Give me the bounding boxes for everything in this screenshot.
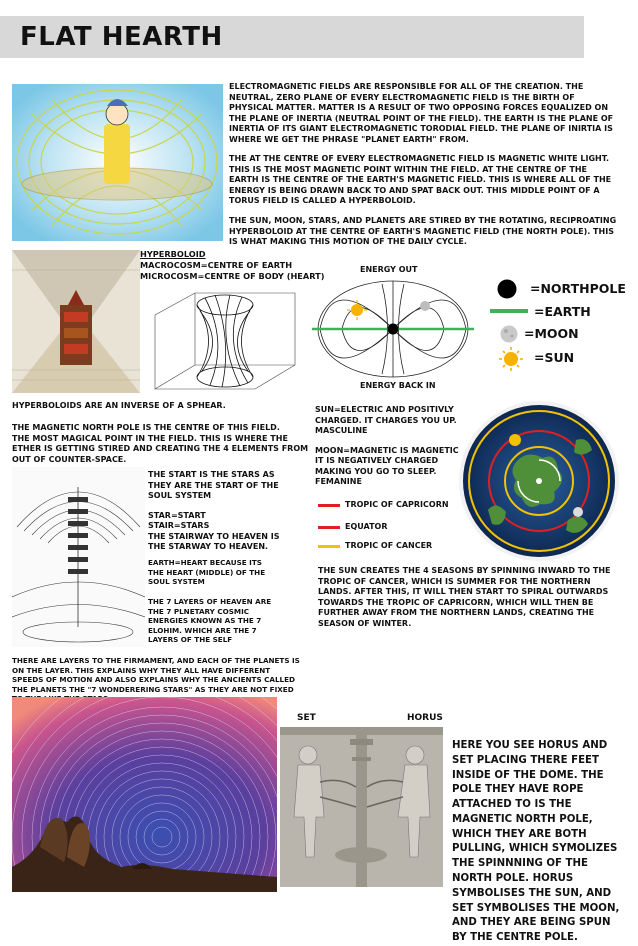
earth-heart-text: EARTH=HEART BECAUSE ITS THE HEART (MIDDLE) OF THE SOUL SYSTEM [148, 558, 266, 586]
seven-layers-text: THE 7 LAYERS OF HEAVEN ARE THE 7 PLNETARY COSMIC ENERGIES KNOWN AS THE 7 ELOHIM. WHICH ARE THE 7 LAYERS OF THE SELF [148, 597, 272, 644]
tropic-capricorn-label: TROPIC OF CAPRICORN [345, 500, 449, 509]
egyptian-relief-image [280, 727, 443, 887]
microcosm-line: MICROCOSM=CENTRE OF BODY (HEART) [140, 270, 325, 281]
set-label: SET [297, 713, 316, 723]
firmament-text: THERE ARE LAYERS TO THE FIRMAMENT, AND EACH OF THE PLANETS IS ON THE LAYER. THIS EXPLAINS WHY THEY ALL HAVE DIFFERENT SPEEDS OF MOTION AND ALSO EXPLAINS WHY THE ANCIENTS CALLED THE PLANETS THE "7 WONDERERING STARS" AS THEY ARE NOT FIXED [12, 656, 300, 694]
intro-paragraph-1: ELECTROMAGNETIC FIELDS ARE RESPONSIBLE FOR ALL OF THE CREATION. THE NEUTRAL, ZERO PLANE OF EVERY ELECTROMAGNETIC FIELD IS THE BIRTH OF PHYSICAL MATTER. MATTER IS A RESULT OF TWO OPPOSING FORCES EQUALIZED ON THE PLANE OF INERTIA (NEUTRAL POINT OF THE FIELD). THE EARTH IS THE PLANE OF INERTIA OF ITS GIANT ELECTROMAGNETIC TORODIAL FIELD. THE PLANE OF INIRTIA IS WHERE WE GET THE PHRASE "PLANET EARTH" FROM. [229, 82, 614, 144]
hyperboloid-temple-image [12, 250, 140, 393]
horus-set-text: HERE YOU SEE HORUS AND SET PLACING THERE FEET INSIDE OF THE DOME. THE POLE THEY HAVE ROPE ATTACHED TO IS THE MAGNETIC NORTH POLE, WHICH THEY ARE BOTH PULLING, WHICH SYMOLIZES THE SPINNNING OF THE NORTH POLE. HORUS SYMBOLISES THE SUN, AND SET SYMBOLISES THE MOON, AND THEY ARE BEING SPUN BY THE CENTRE POLE. [452, 740, 620, 944]
energy-out-label: ENERGY OUT [360, 265, 418, 274]
page-title: FLAT HEARTH [20, 22, 223, 52]
energy-torus-diagram [312, 276, 474, 382]
hyperboloid-heading: HYPERBOLOID [140, 249, 206, 259]
torus-illustration [12, 84, 223, 241]
stairway-heaven: THE STAIRWAY TO HEAVEN IS THE STARWAY TO HEAVEN. [148, 531, 280, 552]
north-pole-text [12, 423, 312, 465]
sun-description: SUN=ELECTRIC AND POSITIVLY CHARGED. IT CHARGES YOU UP. MASCULINE [315, 405, 457, 436]
star-start: STAR=START [148, 510, 206, 520]
earth-swatch [490, 309, 528, 313]
flat-earth-map [458, 400, 620, 562]
macrocosm-line: MACROCOSM=CENTRE OF EARTH [140, 259, 293, 270]
intro-paragraph-3: THE SUN, MOON, STARS, AND PLANETS ARE STIRED BY THE ROTATING, RECIPROATING HYPERBOLOID AT THE CENTRE OF EARTH'S MAGNETIC FIELD (THE NORTH POLE). THIS IS WHAT MAKING THIS MOTION OF THE DAILY CYCLE. [229, 216, 617, 247]
sun-moon-text [315, 405, 460, 488]
moon-icon [420, 301, 430, 311]
equator-swatch [318, 526, 340, 529]
legend-earth: =EARTH [534, 304, 591, 319]
stars-block [148, 470, 288, 553]
legend-moon: =MOON [524, 326, 579, 341]
legend-northpole: =NORTHPOLE [530, 281, 626, 296]
north-pole-centre: THE MAGNETIC NORTH POLE IS THE CENTRE OF THIS FIELD. [12, 423, 280, 432]
tropic-cancer-swatch [318, 545, 340, 548]
stairway-diagram [12, 467, 145, 647]
legend [490, 276, 630, 376]
star-trails-photo [12, 697, 277, 892]
tropic-capricorn-swatch [318, 504, 340, 507]
moon-icon [498, 323, 520, 345]
legend-sun: =SUN [534, 350, 575, 365]
horus-label: HORUS [407, 713, 443, 723]
start-is-stars: THE START IS THE STARS AS THEY ARE THE START OF THE SOUL SYSTEM [148, 470, 279, 501]
intro-paragraph-2: THE AT THE CENTRE OF EVERY ELECTROMAGNETIC FIELD IS MAGNETIC WHITE LIGHT. THIS IS THE MOST MAGNETIC POINT WITHIN THE FIELD. AT THE CENTRE OF THE EARTH IS THE CENTRE OF THE EARTH'S MAGNETIC FIELD. THIS IS WHERE ALL OF THE ENERGY IS BEING DRAWN BACK TO AND SPAT BACK OUT. THIS MIDDLE POINT OF A TORUS FIELD IS CALLED A HYPERBOLOID. [229, 154, 612, 206]
equator-label: EQUATOR [345, 522, 388, 531]
moon-gender: FEMANINE [315, 477, 362, 487]
hyperboloid-inverse-text: HYPERBOLOIDS ARE AN INVERSE OF A SPHEAR. [12, 401, 226, 410]
seasons-text: THE SUN CREATES THE 4 SEASONS BY SPINNING INWARD TO THE TROPIC OF CANCER, WHICH IS SUMMER FOR THE NORTHERN LANDS. AFTER THIS, IT WILL THEN START TO SPIRAL OUTWARDS TOWARDS THE TROPIC OF CAPRICORN, WHICH WILL THEN BE FURTHER AWAY FROM THE NORTHERN LANDS, CREATING THE SEASON OF WINTER. [318, 566, 611, 628]
tropic-cancer-label: TROPIC OF CANCER [345, 541, 433, 550]
hyperboloid-caption [140, 249, 325, 281]
sun-icon [498, 346, 524, 372]
intro-text [229, 82, 619, 248]
sun-icon [347, 300, 367, 320]
stair-stars: STAIR=STARS [148, 521, 210, 531]
hyperboloid-wireframe [150, 285, 300, 397]
magical-point-text: THE MOST MAGICAL POINT IN THE FIELD. THIS IS WHERE THE ETHER IS GETTING STIRED AND CREATING THE 4 ELEMENTS FROM OUT OF COUNTER-SPACE. [12, 433, 309, 464]
moon-description: MOON=MAGNETIC IS MAGNETIC IT IS NEGATIVELY CHARGED MAKING YOU GO TO SLEEP. [315, 445, 459, 476]
north-pole-icon [496, 278, 518, 300]
energy-back-label: ENERGY BACK IN [360, 381, 436, 390]
